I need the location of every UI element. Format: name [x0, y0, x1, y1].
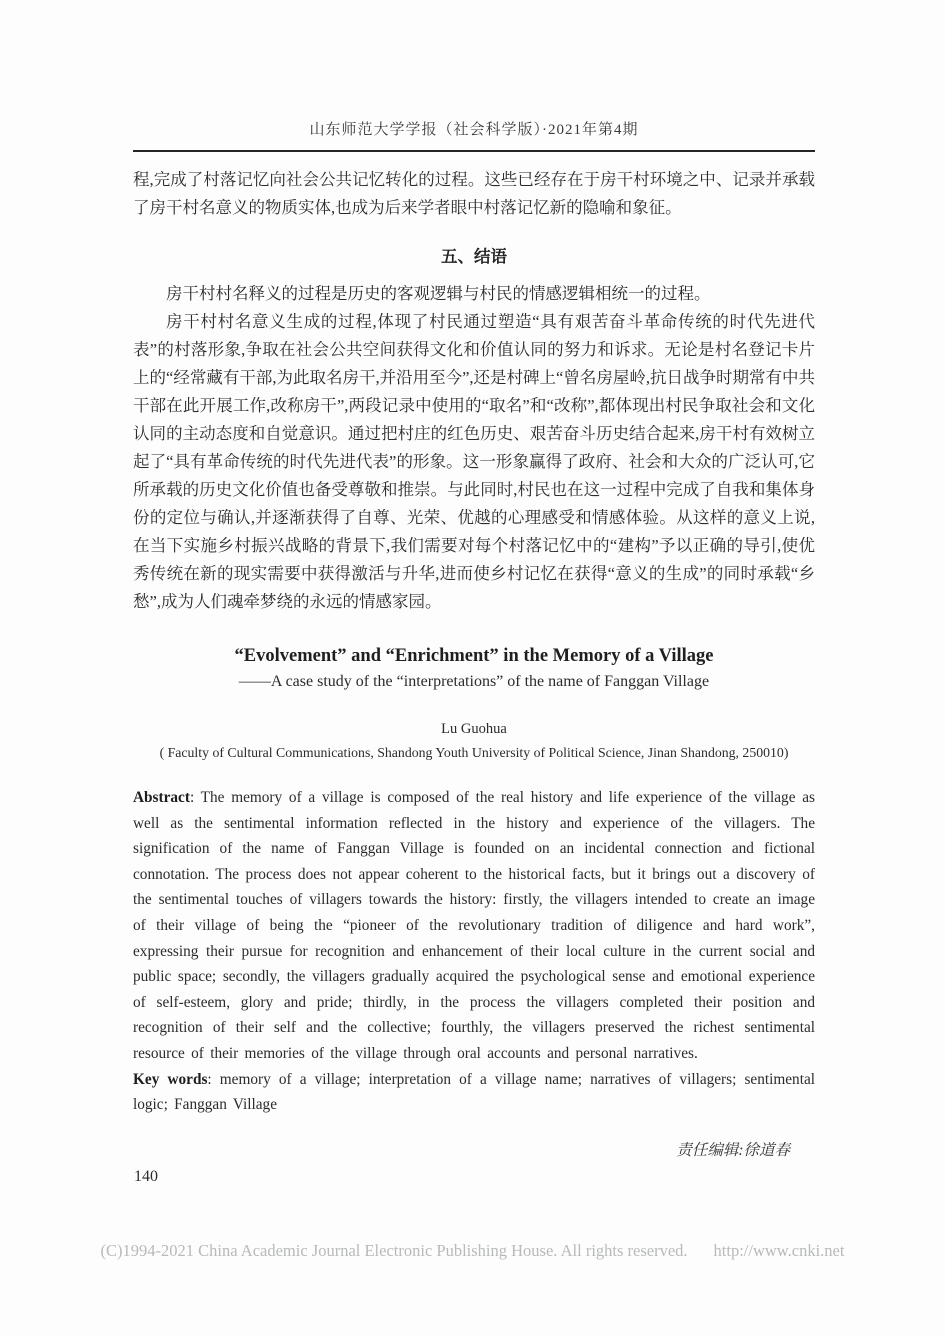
keywords-paragraph: [133, 1067, 815, 1118]
responsible-editor-line: 责任编辑:徐道春: [676, 1141, 790, 1159]
abstract-paragraph: [133, 785, 815, 1067]
cnki-url: http://www.cnki.net: [713, 1241, 845, 1260]
english-subtitle: ——A case study of the “interpretations” of the name of Fanggan Village: [238, 673, 710, 690]
conclusion-paragraph-1: 房干村村名释义的过程是历史的客观逻辑与村民的情感逻辑相统一的过程。: [166, 284, 711, 303]
author-affiliation: ( Faculty of Cultural Communications, Shandong Youth University of Political Science, Jinan Shandong, 250010): [159, 745, 789, 760]
copyright-text: (C)1994-2021 China Academic Journal Electronic Publishing House. All rights reserved.: [100, 1241, 688, 1260]
lead-paragraph: 程,完成了村落记忆向社会公共记忆转化的过程。这些已经存在于房干村环境之中、记录并承载了房干村名意义的物质实体,也成为后来学者眼中村落记忆新的隐喻和象征。: [133, 170, 815, 217]
conclusion-paragraph-2: 房干村村名意义生成的过程,体现了村民通过塑造“具有艰苦奋斗革命传统的时代先进代表”的村落形象,争取在社会公共空间获得文化和价值认同的努力和诉求。无论是村名登记卡片上的“经常藏有干部,为此取名房干,并沿用至今”,还是村碑上“曾名房屋岭,抗日战争时期常有中共干部在此开展工作,改称房干”,两段记录中使用的“取名”和“改称”,都体现出村民争取社会和文化认同的主动态度和自觉意识。通过把村庄的红色历史、艰苦奋斗历史结合起来,房干村有效树立起了“具有革命传统的时代先进代表”的形象。这一形象赢得了政府、社会和大众的广泛认可,它所承载的历史文化价值也备受尊敬和推崇。与此同时,村民也在这一过程中完成了自我和集体身份的定位与确认,并逐渐获得了自尊、光荣、优越的心理感受和情感体验。从这样的意义上说,在当下实施乡村振兴战略的背景下,我们需要对每个村落记忆中的“建构”予以正确的导引,使优秀传统在新的现实需要中获得激活与升华,进而使乡村记忆在获得“意义的生成”的同时承载“乡愁”,成为人们魂牵梦绕的永远的情感家园。: [133, 312, 815, 611]
journal-header: 山东师范大学学报（社会科学版）·2021年第4期: [309, 122, 639, 138]
keywords-label: Key words: [133, 1070, 208, 1088]
keywords-text: : memory of a village; interpretation of a village name; narratives of villagers; sentimental logic; Fanggan Village: [133, 1070, 815, 1114]
abstract-text: : The memory of a village is composed of the real history and life experience of the village as well as the sentimental information reflected in the history and experience of the villagers. The signification of the name of Fanggan Village is founded on an incidental connection and fictional connotation. The process does not appear coherent to the historical facts, but it brings out a discovery of the sentimental touches of villagers towards the history: firstly, the villagers intended to create an image of their village of being the “pioneer of the revolutionary tradition of diligence and hard work”, expressing their pursue for recognition and enhancement of their local culture in the current social and public space; secondly, the villagers gradually acquired the psychological sense and emotional experience of self-esteem, glory and pride; thirdly, in the process the villagers completed their position and recognition of their self and the collective; fourthly, the villagers preserved the richest sentimental resource of their memories of the village through oral accounts and personal narratives.: [133, 789, 815, 1062]
content-column: [133, 0, 815, 1160]
page-number: 140: [134, 1168, 158, 1185]
header-rule: [133, 150, 815, 152]
english-title: “Evolvement” and “Enrichment” in the Memory of a Village: [234, 646, 714, 666]
section-heading-conclusion: 五、结语: [441, 247, 507, 266]
copyright-footer: [0, 1241, 945, 1261]
author-name: Lu Guohua: [441, 721, 507, 737]
abstract-label: Abstract: [133, 789, 190, 806]
